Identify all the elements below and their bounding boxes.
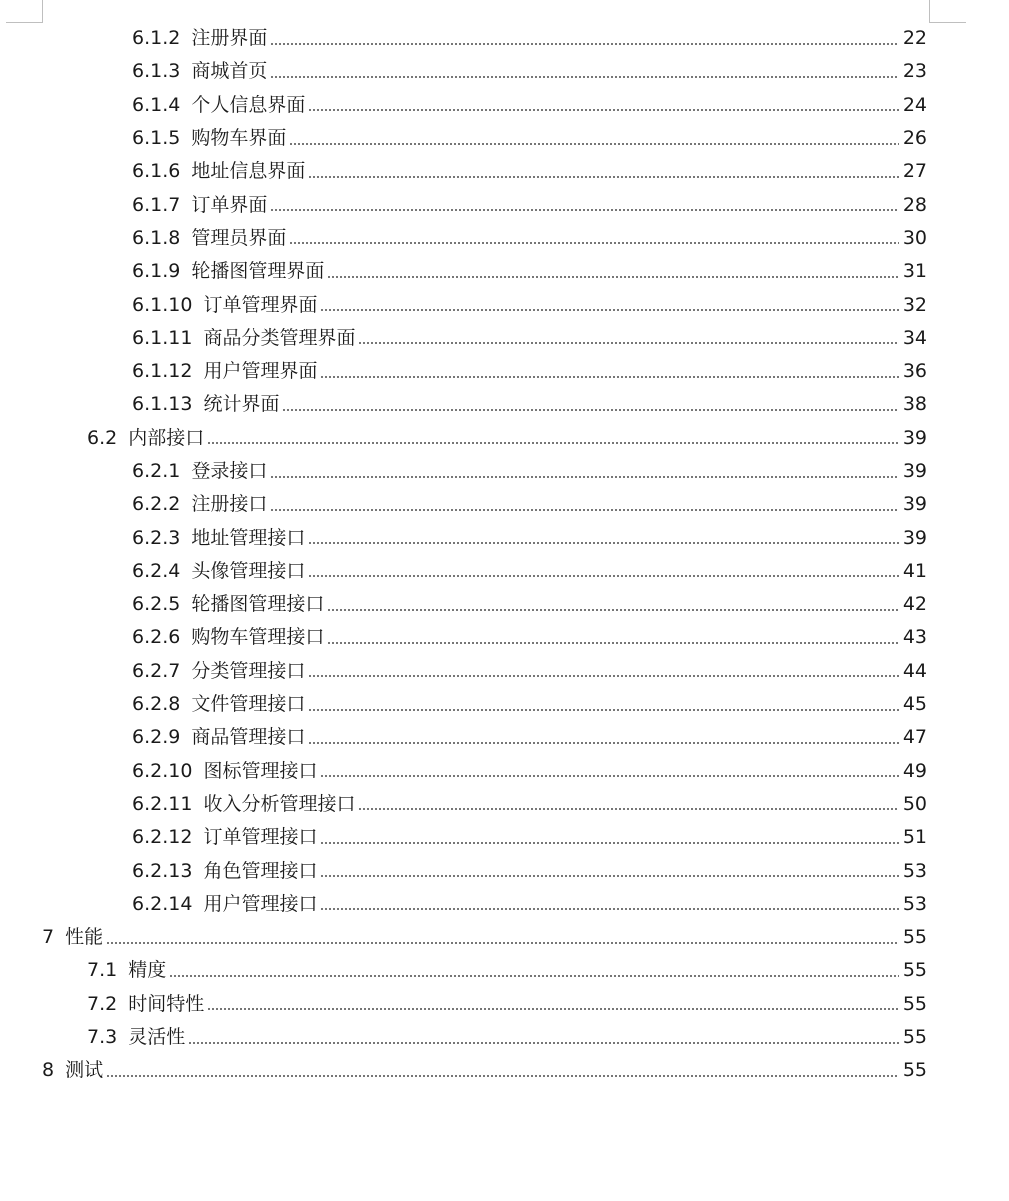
toc-entry-page: 24 bbox=[902, 93, 927, 116]
toc-entry-title: 头像管理接口 bbox=[191, 559, 306, 582]
toc-entry-number: 6.1.7 bbox=[132, 193, 181, 216]
toc-dot-leader bbox=[327, 642, 899, 644]
toc-entry-6-2-6[interactable] bbox=[0, 621, 1009, 654]
toc-entry-title: 用户管理界面 bbox=[203, 360, 318, 383]
toc-entry-title: 订单管理接口 bbox=[203, 826, 318, 849]
toc-entry-number: 7.2 bbox=[87, 992, 118, 1015]
toc-entry-page: 36 bbox=[902, 360, 927, 383]
table-of-contents bbox=[0, 22, 1009, 1088]
toc-dot-leader bbox=[358, 808, 899, 810]
toc-entry-number: 6.2.2 bbox=[132, 493, 181, 516]
toc-entry-number: 7.3 bbox=[87, 1026, 118, 1049]
toc-entry-number: 6.2.1 bbox=[132, 460, 181, 482]
toc-dot-leader bbox=[270, 476, 899, 478]
toc-entry-title: 灵活性 bbox=[128, 1026, 186, 1049]
toc-entry-page: 55 bbox=[902, 1026, 927, 1049]
toc-entry-6-1-8[interactable] bbox=[0, 222, 1009, 255]
toc-dot-leader bbox=[358, 342, 899, 344]
toc-entry-6-1-9[interactable] bbox=[0, 255, 1009, 288]
toc-entry-title: 时间特性 bbox=[128, 992, 205, 1015]
toc-entry-number: 8 bbox=[42, 1059, 55, 1082]
toc-entry-6-2-3[interactable] bbox=[0, 521, 1009, 554]
toc-dot-leader bbox=[308, 542, 899, 544]
page-corner-mark-left bbox=[6, 0, 43, 23]
toc-entry-number: 6.2.10 bbox=[132, 759, 193, 782]
toc-entry-number: 7 bbox=[42, 926, 55, 949]
page-corner-mark-right bbox=[929, 0, 966, 23]
toc-entry-page: 31 bbox=[902, 260, 927, 283]
toc-entry-6-2-11[interactable] bbox=[0, 788, 1009, 821]
toc-entry-6-2-5[interactable] bbox=[0, 588, 1009, 621]
toc-entry-6-2-9[interactable] bbox=[0, 721, 1009, 754]
toc-dot-leader bbox=[270, 43, 899, 45]
toc-dot-leader bbox=[207, 442, 899, 444]
toc-entry-title: 地址管理接口 bbox=[191, 526, 306, 549]
toc-dot-leader bbox=[320, 775, 899, 777]
toc-entry-page: 55 bbox=[902, 1059, 927, 1082]
toc-entry-6-2-1[interactable] bbox=[0, 455, 1009, 488]
toc-entry-page: 22 bbox=[902, 27, 927, 50]
toc-entry-number: 6.1.2 bbox=[132, 27, 181, 50]
toc-entry-page: 38 bbox=[902, 393, 927, 416]
toc-entry-title: 精度 bbox=[128, 959, 167, 982]
toc-entry-number: 6.2.5 bbox=[132, 593, 181, 616]
toc-entry-6-2-10[interactable] bbox=[0, 755, 1009, 788]
toc-entry-page: 28 bbox=[902, 193, 927, 216]
toc-entry-title: 注册接口 bbox=[191, 493, 268, 516]
toc-entry-6-2-14[interactable] bbox=[0, 888, 1009, 921]
toc-dot-leader bbox=[320, 376, 899, 378]
toc-dot-leader bbox=[320, 875, 899, 877]
toc-dot-leader bbox=[320, 842, 899, 844]
toc-entry-6-1-5[interactable] bbox=[0, 122, 1009, 155]
toc-entry-title: 用户管理接口 bbox=[203, 892, 318, 915]
toc-entry-page: 41 bbox=[902, 559, 927, 582]
toc-dot-leader bbox=[308, 176, 899, 178]
toc-entry-title: 注册界面 bbox=[191, 27, 268, 50]
toc-entry-6-1-10[interactable] bbox=[0, 288, 1009, 321]
toc-dot-leader bbox=[270, 509, 899, 511]
toc-dot-leader bbox=[320, 309, 899, 311]
toc-entry-7[interactable] bbox=[0, 921, 1009, 954]
toc-dot-leader bbox=[106, 942, 899, 944]
toc-entry-number: 6.2 bbox=[87, 426, 118, 449]
toc-entry-title: 商品分类管理界面 bbox=[203, 326, 356, 349]
toc-entry-6-1-6[interactable] bbox=[0, 155, 1009, 188]
toc-dot-leader bbox=[289, 143, 899, 145]
toc-entry-number: 6.2.11 bbox=[132, 792, 193, 815]
toc-entry-page: 55 bbox=[902, 992, 927, 1015]
toc-entry-number: 6.1.11 bbox=[132, 326, 193, 349]
toc-dot-leader bbox=[308, 575, 899, 577]
toc-entry-page: 27 bbox=[902, 160, 927, 183]
toc-entry-page: 39 bbox=[902, 426, 927, 449]
toc-entry-title: 内部接口 bbox=[128, 426, 205, 449]
toc-entry-7-1[interactable] bbox=[0, 954, 1009, 987]
toc-entry-page: 39 bbox=[902, 526, 927, 549]
toc-entry-page: 44 bbox=[902, 659, 927, 682]
toc-entry-title: 图标管理接口 bbox=[203, 759, 318, 782]
toc-entry-page: 45 bbox=[902, 693, 927, 716]
toc-entry-number: 6.1.5 bbox=[132, 127, 181, 150]
toc-entry-number: 6.1.6 bbox=[132, 160, 181, 183]
toc-dot-leader bbox=[327, 276, 899, 278]
toc-entry-number: 6.2.9 bbox=[132, 726, 181, 749]
toc-entry-title: 购物车界面 bbox=[191, 127, 287, 150]
toc-dot-leader bbox=[308, 675, 899, 677]
toc-entry-title: 购物车管理接口 bbox=[191, 626, 325, 649]
toc-entry-6-2-12[interactable] bbox=[0, 821, 1009, 854]
toc-entry-page: 39 bbox=[902, 493, 927, 516]
toc-entry-number: 6.1.9 bbox=[132, 260, 181, 283]
toc-entry-7-2[interactable] bbox=[0, 988, 1009, 1021]
toc-entry-title: 登录接口 bbox=[191, 460, 268, 482]
toc-entry-6-1-2[interactable] bbox=[0, 22, 1009, 55]
toc-entry-page: 23 bbox=[902, 60, 927, 83]
toc-entry-6-2-2[interactable] bbox=[0, 488, 1009, 521]
toc-entry-title: 角色管理接口 bbox=[203, 859, 318, 882]
toc-entry-number: 6.2.13 bbox=[132, 859, 193, 882]
toc-entry-title: 测试 bbox=[65, 1059, 104, 1082]
toc-dot-leader bbox=[270, 76, 899, 78]
toc-entry-6-2-4[interactable] bbox=[0, 555, 1009, 588]
toc-dot-leader bbox=[188, 1042, 899, 1044]
toc-entry-6-1-3[interactable] bbox=[0, 55, 1009, 88]
toc-entry-title: 文件管理接口 bbox=[191, 693, 306, 716]
toc-dot-leader bbox=[320, 908, 899, 910]
toc-entry-6-2-8[interactable] bbox=[0, 688, 1009, 721]
toc-entry-page: 39 bbox=[902, 460, 927, 482]
toc-entry-6-1-7[interactable] bbox=[0, 188, 1009, 221]
toc-entry-title: 收入分析管理接口 bbox=[203, 792, 356, 815]
toc-entry-number: 6.1.13 bbox=[132, 393, 193, 416]
toc-entry-6-1-12[interactable] bbox=[0, 355, 1009, 388]
toc-entry-title: 订单管理界面 bbox=[203, 293, 318, 316]
toc-entry-page: 55 bbox=[902, 959, 927, 982]
toc-entry-6-1-4[interactable] bbox=[0, 89, 1009, 122]
toc-entry-page: 32 bbox=[902, 293, 927, 316]
toc-entry-title: 性能 bbox=[65, 926, 104, 949]
toc-dot-leader bbox=[308, 709, 899, 711]
toc-entry-page: 53 bbox=[902, 892, 927, 915]
toc-entry-number: 6.2.12 bbox=[132, 826, 193, 849]
toc-entry-title: 商品管理接口 bbox=[191, 726, 306, 749]
toc-dot-leader bbox=[207, 1008, 899, 1010]
toc-entry-page: 42 bbox=[902, 593, 927, 616]
toc-entry-number: 6.2.7 bbox=[132, 659, 181, 682]
toc-entry-title: 轮播图管理接口 bbox=[191, 593, 325, 616]
toc-entry-page: 34 bbox=[902, 326, 927, 349]
toc-entry-number: 6.2.14 bbox=[132, 892, 193, 915]
toc-entry-number: 6.2.4 bbox=[132, 559, 181, 582]
toc-entry-page: 53 bbox=[902, 859, 927, 882]
toc-entry-6-1-11[interactable] bbox=[0, 322, 1009, 355]
toc-entry-6-2-7[interactable] bbox=[0, 655, 1009, 688]
toc-entry-title: 分类管理接口 bbox=[191, 659, 306, 682]
toc-dot-leader bbox=[327, 609, 899, 611]
toc-entry-7-3[interactable] bbox=[0, 1021, 1009, 1054]
toc-entry-page: 47 bbox=[902, 726, 927, 749]
toc-entry-page: 30 bbox=[902, 226, 927, 249]
toc-entry-title: 管理员界面 bbox=[191, 226, 287, 249]
toc-entry-page: 26 bbox=[902, 127, 927, 150]
toc-entry-number: 6.1.8 bbox=[132, 226, 181, 249]
toc-entry-title: 地址信息界面 bbox=[191, 160, 306, 183]
toc-entry-number: 7.1 bbox=[87, 959, 118, 982]
toc-dot-leader bbox=[270, 209, 899, 211]
toc-dot-leader bbox=[282, 409, 899, 411]
toc-entry-page: 50 bbox=[902, 792, 927, 815]
toc-dot-leader bbox=[106, 1075, 899, 1077]
toc-dot-leader bbox=[308, 109, 899, 111]
toc-entry-number: 6.1.12 bbox=[132, 360, 193, 383]
toc-entry-title: 统计界面 bbox=[203, 393, 280, 416]
toc-entry-6-2[interactable] bbox=[0, 422, 1009, 455]
toc-dot-leader bbox=[289, 242, 899, 244]
toc-entry-title: 订单界面 bbox=[191, 193, 268, 216]
toc-entry-number: 6.2.3 bbox=[132, 526, 181, 549]
toc-entry-title: 商城首页 bbox=[191, 60, 268, 83]
toc-entry-8[interactable] bbox=[0, 1054, 1009, 1087]
toc-entry-6-1-13[interactable] bbox=[0, 388, 1009, 421]
toc-entry-6-2-13[interactable] bbox=[0, 854, 1009, 887]
toc-entry-number: 6.2.6 bbox=[132, 626, 181, 649]
toc-entry-number: 6.2.8 bbox=[132, 693, 181, 716]
toc-entry-page: 43 bbox=[902, 626, 927, 649]
toc-entry-title: 个人信息界面 bbox=[191, 93, 306, 116]
toc-entry-page: 51 bbox=[902, 826, 927, 849]
toc-entry-page: 49 bbox=[902, 759, 927, 782]
toc-entry-number: 6.1.4 bbox=[132, 93, 181, 116]
toc-dot-leader bbox=[169, 975, 899, 977]
toc-entry-page: 55 bbox=[902, 926, 927, 949]
toc-entry-number: 6.1.3 bbox=[132, 60, 181, 83]
toc-entry-title: 轮播图管理界面 bbox=[191, 260, 325, 283]
toc-entry-number: 6.1.10 bbox=[132, 293, 193, 316]
toc-dot-leader bbox=[308, 742, 899, 744]
